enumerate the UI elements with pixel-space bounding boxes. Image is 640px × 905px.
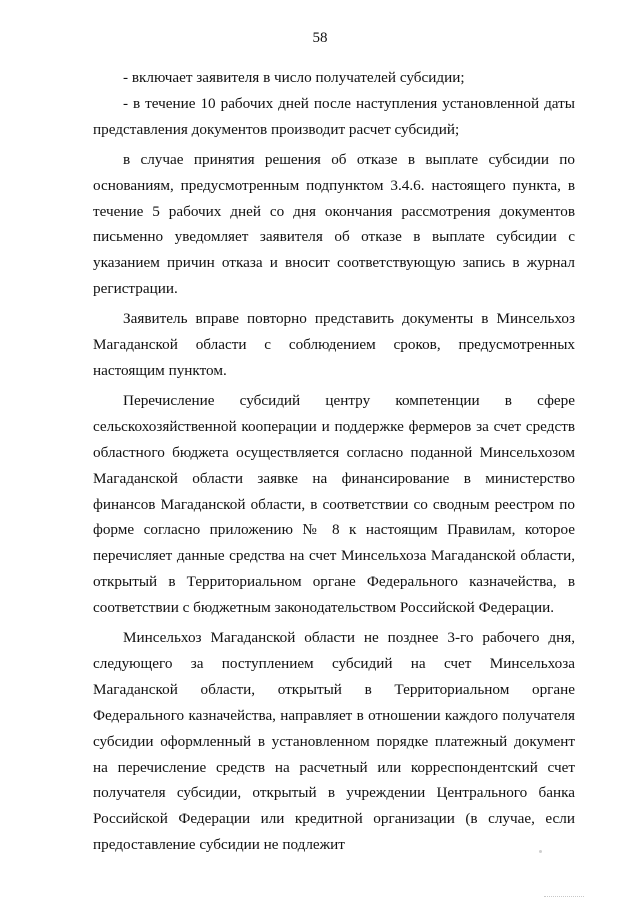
document-body [93, 65, 575, 858]
paragraph-3: в случае принятия решения об отказе в выплате субсидии по основаниям, предусмотренным подпунктом 3.4.6. настоящего пункта, в течение 5 рабочих дней со дня окончания рассмотрения документов письменно уведомляет заявителя об отказе в выплате субсидии с указанием причин отказа и вносит соответствующую запись в журнал регистрации. [93, 150, 575, 298]
scan-artifact-dots [544, 896, 584, 899]
page-number: 58 [312, 30, 328, 46]
paragraph-6: Минсельхоз Магаданской области не позднее 3-го рабочего дня, следующего за поступлением субсидий на счет Минсельхоза Магаданской области, открытый в Территориальном органе Федерального казначейства, направляет в отношении каждого получателя субсидии оформленный в установленном порядке платежный документ на перечисление средств на расчетный или корреспондентский счет получателя субсидии, открытый в учреждении Центрального банка Российской Федерации или кредитной организации (в случае, если предоставление субсидии не подлежит [93, 629, 575, 854]
paragraph-2: - в течение 10 рабочих дней после наступления установленной даты представления документов производит расчет субсидий; [93, 94, 575, 138]
paragraph-4: Заявитель вправе повторно представить документы в Минсельхоз Магаданской области с соблюдением сроков, предусмотренных настоящим пунктом. [93, 310, 575, 379]
paragraph-5: Перечисление субсидий центру компетенции в сфере сельскохозяйственной кооперации и поддержке фермеров за счет средств областного бюджета осуществляется согласно поданной Минсельхозом Магаданской области заявке на финансирование в министерство финансов Магаданской области, в соответствии со сводным реестром по форме согласно приложению № 8 к настоящим Правилам, которое перечисляет данные средства на счет Минсельхоза Магаданской области, открытый в Территориальном органе Федерального казначейства, в соответствии с бюджетным законодательством Российской Федерации. [93, 391, 575, 617]
scan-artifact-dot [539, 850, 542, 853]
paragraph-1: - включает заявителя в число получателей субсидии; [123, 69, 465, 86]
